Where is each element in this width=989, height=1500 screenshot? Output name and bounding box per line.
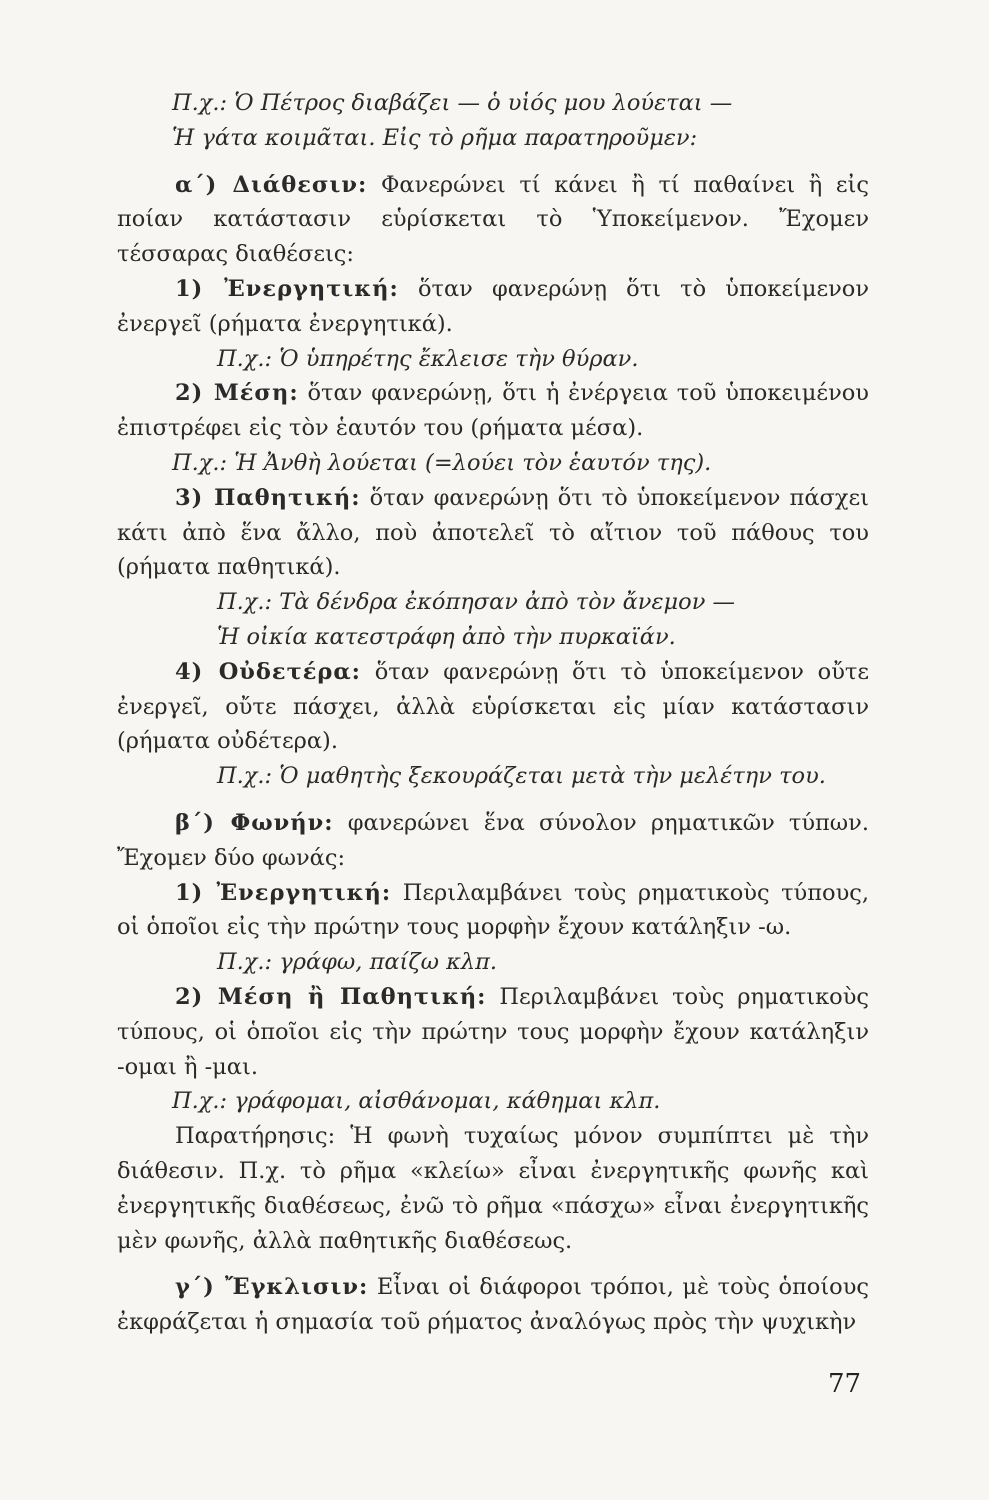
example-line: Ἡ γάτα κοιμᾶται. Εἰς τὸ ρῆμα παρατηροῦμεν:: [172, 124, 698, 151]
body-text: ὅταν φανερώνῃ ὅτι τὸ ὑποκείμενον ἐνεργεῖ (ρήματα ἐνεργητικά).: [117, 275, 869, 337]
heading-middle-passive-voice: 2) Μέση ἢ Παθητική:: [175, 983, 487, 1010]
section-voice: [117, 806, 869, 876]
item-neutral-diathesis: [117, 655, 869, 759]
example-line: Π.χ.: γράφω, παίζω κλπ.: [217, 949, 498, 976]
body-text: φανερώνει ἕνα σύνολον ρηματικῶν τύπων. Ἔχομεν δύο φωνάς:: [117, 809, 869, 871]
body-text: Εἶναι οἱ διάφοροι τρόποι, μὲ τοὺς ὁποίους ἐκφράζεται ἡ σημασία τοῦ ρήματος ἀναλόγως πρὸς τὴν ψυχικὴν: [117, 1274, 869, 1336]
item-active-diathesis: [117, 272, 869, 342]
example-line: Π.χ.: Ἡ Ἀνθὴ λούεται (=λούει τὸν ἑαυτόν της).: [172, 449, 712, 476]
body-text: ὅταν φανερώνῃ ὅτι τὸ ὑποκείμενον οὔτε ἐνεργεῖ, οὔτε πάσχει, ἀλλὰ εὑρίσκεται εἰς μίαν κατάστασιν (ρήματα οὐδέτερα).: [117, 658, 870, 755]
heading-neutral: 4) Οὐδετέρα:: [175, 658, 361, 685]
example-line: Π.χ.: γράφομαι, αἰσθάνομαι, κάθημαι κλπ.: [172, 1088, 661, 1115]
heading-voice: β΄) Φωνήν:: [175, 809, 334, 836]
section-mood: [117, 1270, 869, 1340]
body-text: Περιλαμβάνει τοὺς ρηματικοὺς τύπους, οἱ ὁποῖοι εἰς τὴν πρώτην τους μορφὴν ἔχουν κατάληξιν -ομαι ἢ -μαι.: [117, 983, 869, 1080]
body-text: Φανερώνει τί κάνει ἢ τί παθαίνει ἢ εἰς ποίαν κατάστασιν εὑρίσκεται τὸ Ὑποκείμενον. Ἔχομεν τέσσαρας διαθέσεις:: [117, 171, 869, 268]
example-line: Ἡ οἰκία κατεστράφη ἀπὸ τὴν πυρκαϊάν.: [217, 623, 676, 650]
body-text: ὅταν φανερώνῃ ὅτι τὸ ὑποκείμενον πάσχει κάτι ἀπὸ ἕνα ἄλλο, ποὺ ἀποτελεῖ τὸ αἴτιον τοῦ πάθους του (ρήματα παθητικά).: [117, 484, 869, 581]
heading-active-voice: 1) Ἐνεργητική:: [175, 879, 392, 906]
example-line: Π.χ.: Τὰ δένδρα ἐκόπησαν ἀπὸ τὸν ἄνεμον —: [217, 589, 736, 616]
observation-paragraph: Παρατήρησις: Ἡ φωνὴ τυχαίως μόνον συμπίπτει μὲ τὴν διάθεσιν. Π.χ. τὸ ρῆμα «κλείω» εἶναι ἐνεργητικῆς φωνῆς καὶ ἐνεργητικῆς διαθέσεως, ἐνῶ τὸ ρῆμα «πάσχω» εἶναι ἐνεργητικῆς μὲν φωνῆς, ἀλλὰ παθητικῆς διαθέσεως.: [117, 1123, 869, 1254]
item-active-voice: [117, 876, 869, 946]
example-line: Π.χ.: Ὁ μαθητὴς ξεκουράζεται μετὰ τὴν μελέτην του.: [217, 763, 826, 790]
heading-passive: 3) Παθητική:: [175, 484, 361, 511]
body-text: ὅταν φανερώνῃ, ὅτι ἡ ἐνέργεια τοῦ ὑποκειμένου ἐπιστρέφει εἰς τὸν ἑαυτόν του (ρήματα μέσα).: [117, 380, 869, 442]
heading-diathesis: α΄) Διάθεσιν:: [175, 171, 368, 198]
heading-active: 1) Ἐνεργητική:: [175, 275, 399, 302]
heading-middle: 2) Μέση:: [175, 380, 299, 407]
item-passive-diathesis: [117, 481, 869, 585]
section-diathesis: [117, 168, 869, 272]
heading-mood: γ΄) Ἔγκλισιν:: [175, 1274, 369, 1301]
page-number: 77: [828, 1369, 862, 1399]
example-line: Π.χ.: Ὁ Πέτρος διαβάζει — ὁ υἱός μου λούεται —: [172, 90, 733, 116]
item-middle-diathesis: [117, 376, 869, 446]
body-text: Περιλαμβάνει τοὺς ρηματικοὺς τύπους, οἱ ὁποῖοι εἰς τὴν πρώτην τους μορφὴν ἔχουν κατάληξιν -ω.: [117, 879, 869, 941]
example-line: Π.χ.: Ὁ ὑπηρέτης ἔκλεισε τὴν θύραν.: [217, 345, 639, 372]
item-middle-passive-voice: [117, 980, 869, 1084]
page-text: [117, 86, 869, 1340]
